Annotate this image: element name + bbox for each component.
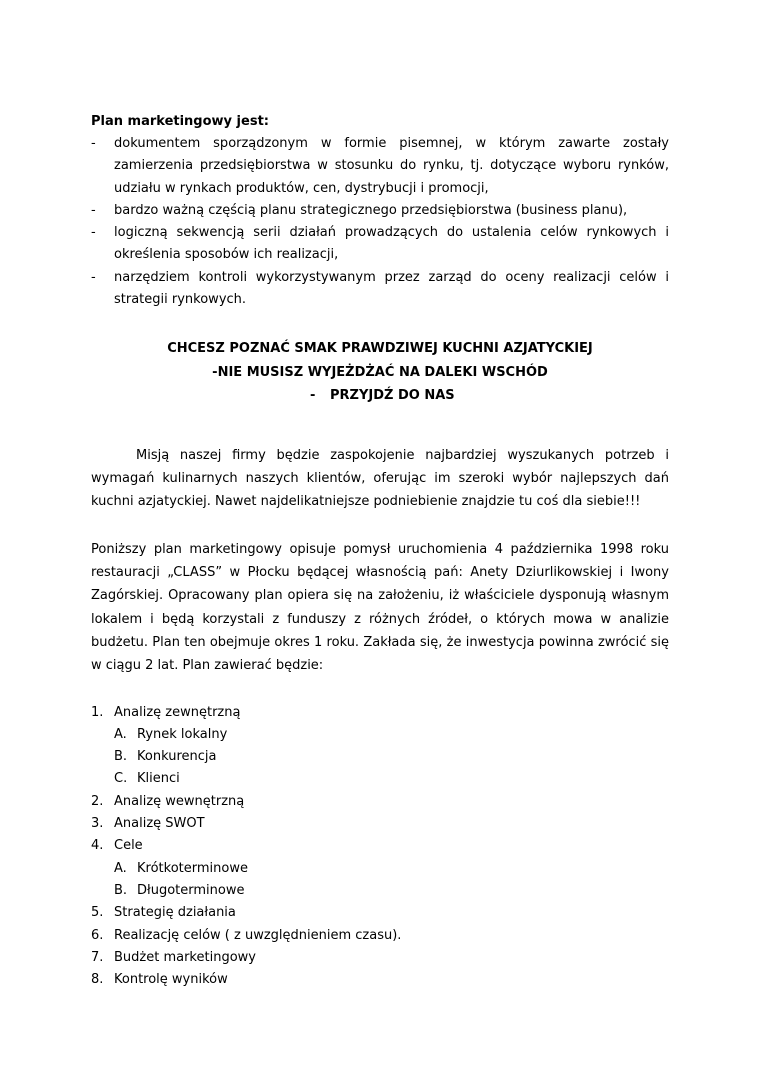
bullet-text: dokumentem sporządzonym w formie pisemnej, w którym zawarte zostały zamierzenia przedsiębiorstwa w stosunku do rynku, tj. dotyczące wyboru rynków, udziału w rynkach produktów, cen, dystrybucji i promocji,	[114, 136, 669, 196]
outline-sublabel: Długoterminowe	[137, 882, 245, 898]
outline-subitem	[91, 768, 669, 790]
outline-number: 1.	[91, 704, 104, 720]
bullet-marker: -	[91, 269, 96, 285]
outline-letter: C.	[114, 771, 128, 787]
slogan-line-3-text: PRZYJDŹ DO NAS	[330, 388, 455, 404]
bullet-text: narzędziem kontroli wykorzystywanym przez zarząd do oceny realizacji celów i strategii rynkowych.	[114, 269, 669, 308]
outline-item	[91, 969, 669, 991]
outline-number: 4.	[91, 838, 104, 854]
outline-sublabel: Krótkoterminowe	[137, 860, 248, 876]
outline-number: 5.	[91, 905, 104, 921]
outline-subitem	[91, 724, 669, 746]
outline-item	[91, 925, 669, 947]
slogan-block	[91, 337, 669, 412]
outline-number: 2.	[91, 793, 104, 809]
bullet-text: logiczną sekwencją serii działań prowadzących do ustalenia celów rynkowych i określenia sposobów ich realizacji,	[114, 225, 669, 263]
definition-list	[91, 133, 669, 311]
outline-number: 7.	[91, 949, 104, 965]
outline-sublabel: Klienci	[137, 771, 180, 787]
outline-number: 6.	[91, 927, 104, 943]
outline-letter: B.	[114, 882, 128, 898]
outline-label: Analizę zewnętrzną	[114, 704, 241, 720]
outline-label: Kontrolę wyników	[114, 972, 228, 988]
list-item	[91, 133, 669, 200]
outline-number: 8.	[91, 972, 104, 988]
outline-subitem	[91, 858, 669, 880]
bullet-marker: -	[91, 136, 96, 151]
outline-label: Realizację celów ( z uwzględnieniem czasu).	[114, 927, 402, 943]
list-item	[91, 200, 669, 222]
document-body	[91, 111, 669, 991]
slogan-marker: -	[310, 388, 316, 404]
outline-sublist	[114, 724, 669, 791]
slogan-line-3	[91, 384, 669, 408]
outline-label: Cele	[114, 838, 143, 854]
bullet-marker: -	[91, 225, 96, 241]
outline-label: Strategię działania	[114, 905, 236, 921]
plan-outline	[91, 702, 669, 992]
outline-item	[91, 947, 669, 969]
outline-letter: B.	[114, 749, 128, 765]
plan-description-paragraph: Poniższy plan marketingowy opisuje pomysł uruchomienia 4 października 1998 roku restauracji „CLASS” w Płocku będącej własnością pań: Anety Dziurlikowskiej i Iwony Zagórskiej. Opracowany plan opiera się na założeniu, iż właściciele dysponują własnym lokalem i będą korzystali z funduszy z różnych źródeł, o których mowa w analizie budżetu. Plan ten obejmuje okres 1 roku. Zakłada się, że inwestycja powinna zwrócić się w ciągu 2 lat. Plan zawierać będzie:	[91, 541, 669, 674]
list-item	[91, 222, 669, 267]
outline-item	[91, 902, 669, 924]
slogan-line-2: -NIE MUSISZ WYJEŻDŻAĆ NA DALEKI WSCHÓD	[212, 364, 548, 380]
outline-item	[91, 791, 669, 813]
bullet-marker: -	[91, 202, 96, 218]
outline-item	[91, 702, 669, 791]
bullet-text: bardzo ważną częścią planu strategicznego przedsiębiorstwa (business planu),	[114, 202, 628, 218]
outline-sublabel: Rynek lokalny	[137, 726, 228, 742]
slogan-line-1: CHCESZ POZNAĆ SMAK PRAWDZIWEJ KUCHNI AZJATYCKIEJ	[167, 341, 593, 357]
outline-item	[91, 835, 669, 902]
list-item	[91, 267, 669, 312]
outline-letter: A.	[114, 726, 127, 742]
outline-number: 3.	[91, 816, 104, 832]
outline-label: Analizę SWOT	[114, 816, 205, 832]
outline-sublabel: Konkurencja	[137, 749, 217, 765]
outline-label: Budżet marketingowy	[114, 949, 256, 965]
outline-sublist	[114, 858, 669, 903]
outline-letter: A.	[114, 860, 127, 876]
mission-paragraph: Misją naszej firmy będzie zaspokojenie najbardziej wyszukanych potrzeb i wymagań kulinarnych naszych klientów, oferując im szeroki wybór najlepszych dań kuchni azjatyckiej. Nawet najdelikatniejsze podniebienie znajdzie tu coś dla siebie!!!	[91, 447, 669, 510]
outline-label: Analizę wewnętrzną	[114, 793, 245, 809]
outline-item	[91, 813, 669, 835]
section-heading: Plan marketingowy jest:	[91, 114, 269, 129]
outline-subitem	[91, 746, 669, 768]
outline-subitem	[91, 880, 669, 902]
